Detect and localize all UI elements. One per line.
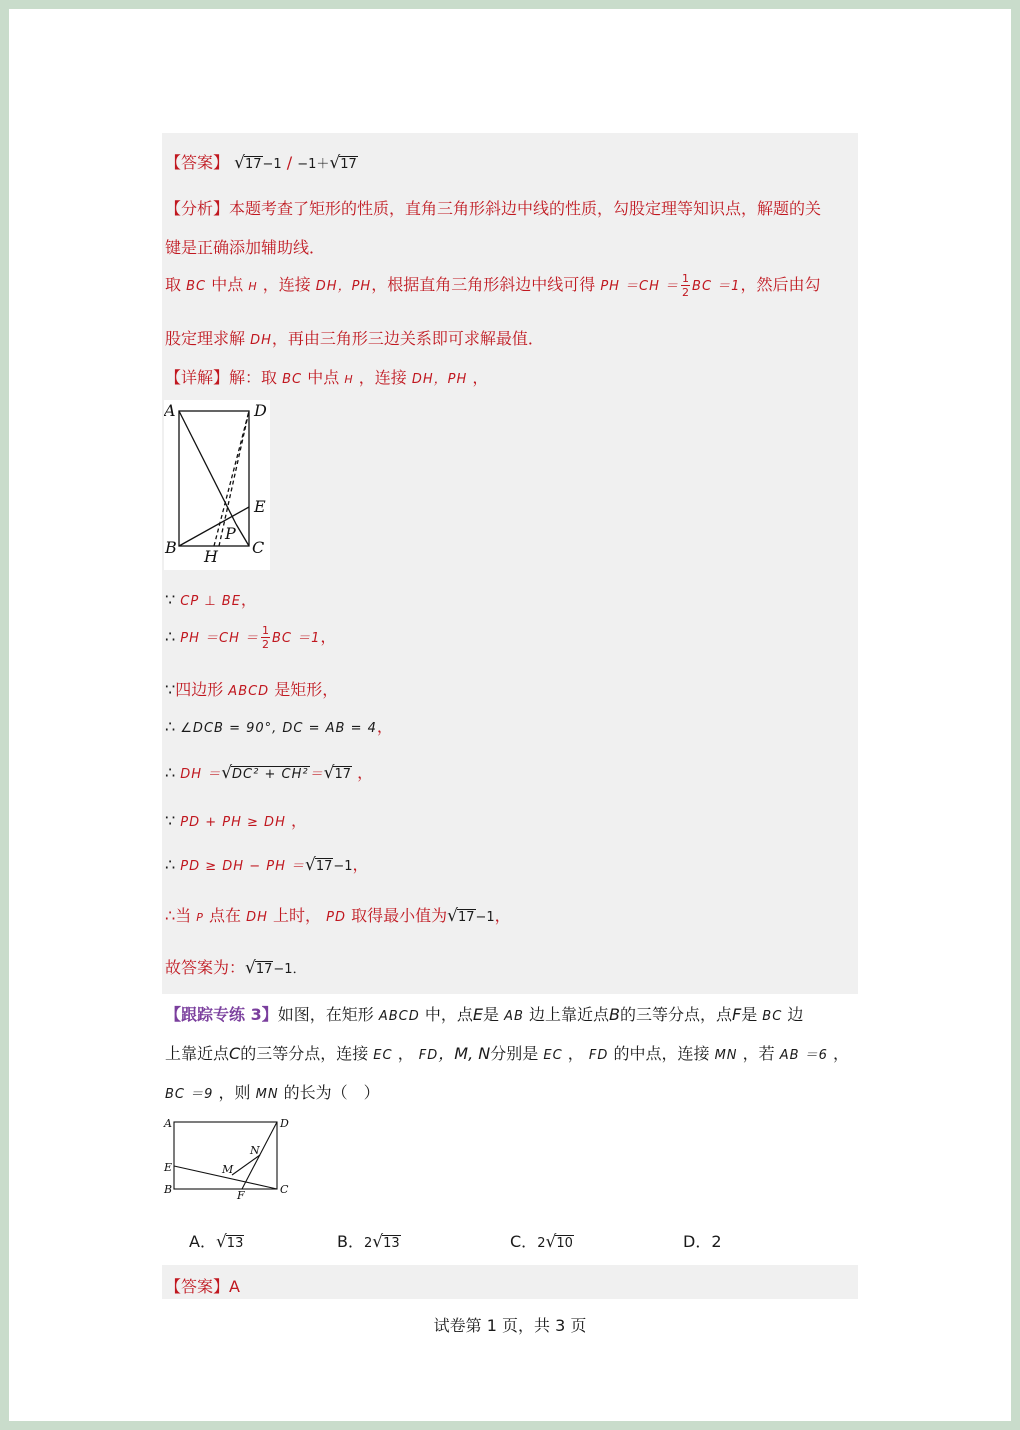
step-3 — [165, 677, 338, 700]
math-ph-ch: PH ＝CH ＝ — [600, 279, 680, 294]
label-b-2: B — [164, 1183, 173, 1196]
option-d-label: D． — [683, 1232, 712, 1251]
analysis-mid: 中点 — [211, 275, 244, 294]
step-8: ∴当 P 点在 DH 上时， PD 取得最小值为√17−1， — [165, 906, 511, 926]
option-c-label: C． — [510, 1232, 538, 1251]
label-e: E — [254, 497, 266, 516]
practice-text-1c: 是 — [482, 1005, 499, 1024]
step-8-tail: −1 — [475, 910, 495, 925]
because-symbol: ∵ — [165, 680, 176, 699]
practice-text-1g: 边 — [787, 1005, 804, 1024]
practice-mn-pair: ，M, N — [438, 1044, 491, 1063]
answer-separator: / — [286, 153, 293, 172]
step-7-end: ， — [352, 855, 369, 874]
practice-text-2b: 的三等分点，连接 — [240, 1044, 369, 1063]
option-d[interactable] — [683, 1229, 722, 1252]
therefore-symbol: ∴ — [165, 906, 176, 925]
step-2-math-b: BC ＝1 — [272, 631, 321, 646]
step-2-fraction — [261, 624, 270, 651]
analysis-text-1: 本题考查了矩形的性质，直角三角形斜边中线的性质，勾股定理等知识点，解题的关 — [229, 199, 822, 218]
final-answer-line — [165, 1274, 240, 1297]
option-a[interactable]: A．√13 — [189, 1232, 244, 1252]
step-6 — [165, 808, 307, 831]
analysis-line-3 — [165, 272, 820, 299]
fraction-num: 1 — [682, 272, 690, 285]
practice-text-3a: ，则 — [218, 1083, 251, 1102]
step-3-text-b: 是矩形， — [274, 680, 339, 699]
label-n-2: N — [250, 1144, 260, 1157]
step-6-math: PD + PH ≥ DH — [180, 815, 286, 830]
practice-e: E — [472, 1005, 483, 1024]
option-a-label: A． — [189, 1232, 216, 1251]
analysis-line-2 — [165, 235, 325, 258]
step-5: ∴ DH ＝√DC² + CH²＝√17 ， — [165, 763, 374, 783]
segment-mn — [232, 1155, 260, 1175]
label-e-2: E — [164, 1161, 173, 1174]
option-c[interactable]: C．2√10 — [510, 1232, 573, 1252]
step-2-frac-num: 1 — [262, 624, 270, 637]
fraction-half — [681, 272, 690, 299]
math-h: H — [248, 280, 258, 293]
answer-line: 【答案】 √17−1 / −1＋√17 — [165, 153, 357, 173]
practice-text-2c: 分别是 — [490, 1044, 539, 1063]
step-5-eq: ＝ — [309, 767, 324, 782]
step-5-value: 17 — [334, 767, 351, 782]
step-5-radicand: DC² + CH² — [232, 767, 309, 782]
segment-be — [179, 507, 249, 546]
practice-text-1f: 是 — [741, 1005, 758, 1024]
math-bc: BC — [186, 279, 207, 294]
step-8-value: 17 — [457, 910, 475, 925]
step-2 — [165, 624, 336, 651]
practice-line-2 — [165, 1041, 849, 1064]
figure-2-svg — [160, 1113, 295, 1203]
practice-mn: MN — [714, 1048, 738, 1063]
practice-ec: EC — [373, 1048, 393, 1063]
analysis-text-3b: ，根据直角三角形斜边中线可得 — [371, 275, 596, 294]
practice-text-1e: 的三等分点，点 — [619, 1005, 732, 1024]
label-a-2: A — [164, 1117, 172, 1130]
step-1-end: ， — [240, 590, 257, 609]
step-2-frac-den: 2 — [262, 638, 270, 651]
answer-a-tail: −1 — [262, 157, 282, 172]
step-1 — [165, 587, 257, 610]
step-7-value: 17 — [315, 859, 333, 874]
therefore-symbol: ∴ — [165, 855, 176, 874]
step-2-end: ， — [320, 627, 337, 646]
practice-line-1 — [165, 1002, 803, 1025]
therefore-symbol: ∴ — [165, 763, 176, 782]
option-b-value: 13 — [383, 1236, 400, 1251]
label-h: H — [204, 547, 218, 566]
option-b[interactable]: B．2√13 — [337, 1232, 400, 1252]
segment-ap — [179, 411, 236, 524]
option-b-label: B． — [337, 1232, 364, 1251]
practice-ab: AB — [504, 1009, 524, 1024]
practice-text-2e: ，若 — [742, 1044, 775, 1063]
step-2-math-a: PH ＝CH ＝ — [180, 631, 260, 646]
therefore-symbol: ∴ — [165, 627, 176, 646]
option-b-coef: 2 — [363, 1236, 373, 1251]
detail-mid: 中点 — [307, 368, 340, 387]
label-c: C — [252, 538, 265, 557]
step-8-end: ， — [494, 906, 511, 925]
practice-text-1a: 如图，在矩形 — [277, 1005, 374, 1024]
math-dh: DH — [250, 333, 272, 348]
detail-label: 【详解】 — [165, 368, 230, 387]
step-8-text-b: 点在 — [209, 906, 242, 925]
option-c-coef: 2 — [537, 1236, 546, 1251]
label-d-2: D — [280, 1117, 289, 1130]
practice-ab-6: AB ＝6 — [779, 1048, 828, 1063]
label-c-2: C — [280, 1183, 289, 1196]
step-5-end: ， — [357, 763, 374, 782]
practice-comma: ， — [397, 1044, 414, 1063]
answer-radicand-b: 17 — [340, 157, 357, 172]
practice-fd: FD — [418, 1048, 439, 1063]
analysis-text-4b: ，再由三角形三边关系即可求解最值． — [271, 329, 544, 348]
step-9-tail: −1． — [273, 962, 306, 977]
practice-label: 【跟踪专练 3】 — [165, 1005, 278, 1024]
step-8-text-a: 当 — [175, 906, 192, 925]
option-c-value: 10 — [556, 1236, 573, 1251]
answer-radicand-a: 17 — [244, 157, 262, 172]
rectangle-abcd-2 — [174, 1122, 277, 1189]
step-9-text: 故答案为： — [165, 958, 246, 977]
step-7-math: PD ≥ DH − PH ＝ — [180, 859, 305, 874]
step-4 — [165, 714, 393, 737]
label-f-2: F — [237, 1189, 245, 1202]
step-3-math: ABCD — [228, 684, 270, 699]
step-9: 故答案为：√17−1． — [165, 958, 306, 978]
practice-text-1d: 边上靠近点 — [528, 1005, 609, 1024]
practice-bc: BC — [762, 1009, 783, 1024]
step-9-value: 17 — [255, 962, 273, 977]
practice-text-2a: 上靠近点 — [165, 1044, 230, 1063]
step-6-end: ， — [290, 811, 307, 830]
option-d-value: 2 — [711, 1232, 722, 1251]
analysis-line-1 — [165, 196, 821, 219]
final-answer-value: A — [229, 1277, 240, 1296]
step-8-pd: PD — [326, 910, 346, 925]
practice-text-2-end: ， — [833, 1044, 850, 1063]
final-answer-label: 【答案】 — [165, 1277, 230, 1296]
practice-text-2d: 的中点，连接 — [613, 1044, 710, 1063]
step-8-text-c: 上时， — [273, 906, 322, 925]
practice-f: F — [731, 1005, 742, 1024]
analysis-connect: ，连接 — [262, 275, 311, 294]
answer-label: 【答案】 — [165, 153, 230, 172]
practice-ec-2: EC — [543, 1048, 563, 1063]
detail-math-dh-ph: DH，PH — [411, 372, 468, 387]
practice-line-3 — [165, 1080, 380, 1103]
practice-fd-2: FD — [588, 1048, 609, 1063]
analysis-text-3a: 取 — [165, 275, 182, 294]
step-8-text-d: 取得最小值为 — [351, 906, 448, 925]
detail-connect: ，连接 — [358, 368, 407, 387]
label-a: A — [164, 401, 176, 420]
analysis-text-3c: ，然后由勾 — [740, 275, 821, 294]
detail-math-h: H — [344, 373, 354, 386]
label-d: D — [254, 401, 267, 420]
geometry-figure-1 — [164, 400, 270, 570]
practice-b: B — [608, 1005, 620, 1024]
step-4-end: ， — [376, 717, 393, 736]
figure-1-svg — [164, 400, 270, 570]
segment-pc — [236, 524, 249, 546]
detail-line — [165, 365, 488, 388]
step-7: ∴ PD ≥ DH − PH ＝√17−1， — [165, 855, 369, 875]
because-symbol: ∵ — [165, 590, 176, 609]
label-b: B — [165, 538, 177, 557]
label-m-2: M — [222, 1163, 234, 1176]
practice-text-3b: 的长为（ ） — [283, 1083, 380, 1102]
practice-bc-9: BC ＝9 — [165, 1087, 214, 1102]
because-symbol: ∵ — [165, 811, 176, 830]
step-5-math-a: DH ＝ — [180, 767, 222, 782]
practice-abcd: ABCD — [378, 1009, 420, 1024]
analysis-label: 【分析】 — [165, 199, 230, 218]
practice-comma-2: ， — [567, 1044, 584, 1063]
detail-text-a: 解：取 — [229, 368, 278, 387]
math-bc-eq1: BC ＝1 — [692, 279, 741, 294]
analysis-line-4 — [165, 326, 544, 349]
analysis-text-4a: 股定理求解 — [165, 329, 246, 348]
geometry-figure-2 — [160, 1113, 295, 1203]
therefore-symbol: ∴ — [165, 717, 176, 736]
step-1-math: CP ⊥ BE — [180, 594, 241, 609]
detail-math-bc: BC — [282, 372, 303, 387]
answer-b-head: −1＋ — [297, 157, 330, 172]
step-8-p: P — [196, 911, 204, 924]
practice-text-1b: 中，点 — [424, 1005, 473, 1024]
step-7-tail: −1 — [333, 859, 353, 874]
step-8-dh: DH — [246, 910, 268, 925]
detail-end: ， — [472, 368, 489, 387]
step-4-math: ∠DCB = 90°, DC = AB = 4 — [180, 721, 377, 736]
step-3-text-a: 四边形 — [175, 680, 224, 699]
analysis-text-2: 键是正确添加辅助线． — [165, 238, 326, 257]
answer-shaded-strip — [162, 1265, 858, 1299]
math-dh-ph: DH，PH — [315, 279, 372, 294]
fraction-den: 2 — [682, 286, 690, 299]
page-footer: 试卷第 1 页，共 3 页 — [433, 1316, 587, 1335]
option-a-value: 13 — [226, 1236, 244, 1251]
label-p: P — [225, 524, 236, 543]
practice-mn-2: MN — [255, 1087, 279, 1102]
practice-c: C — [229, 1044, 241, 1063]
